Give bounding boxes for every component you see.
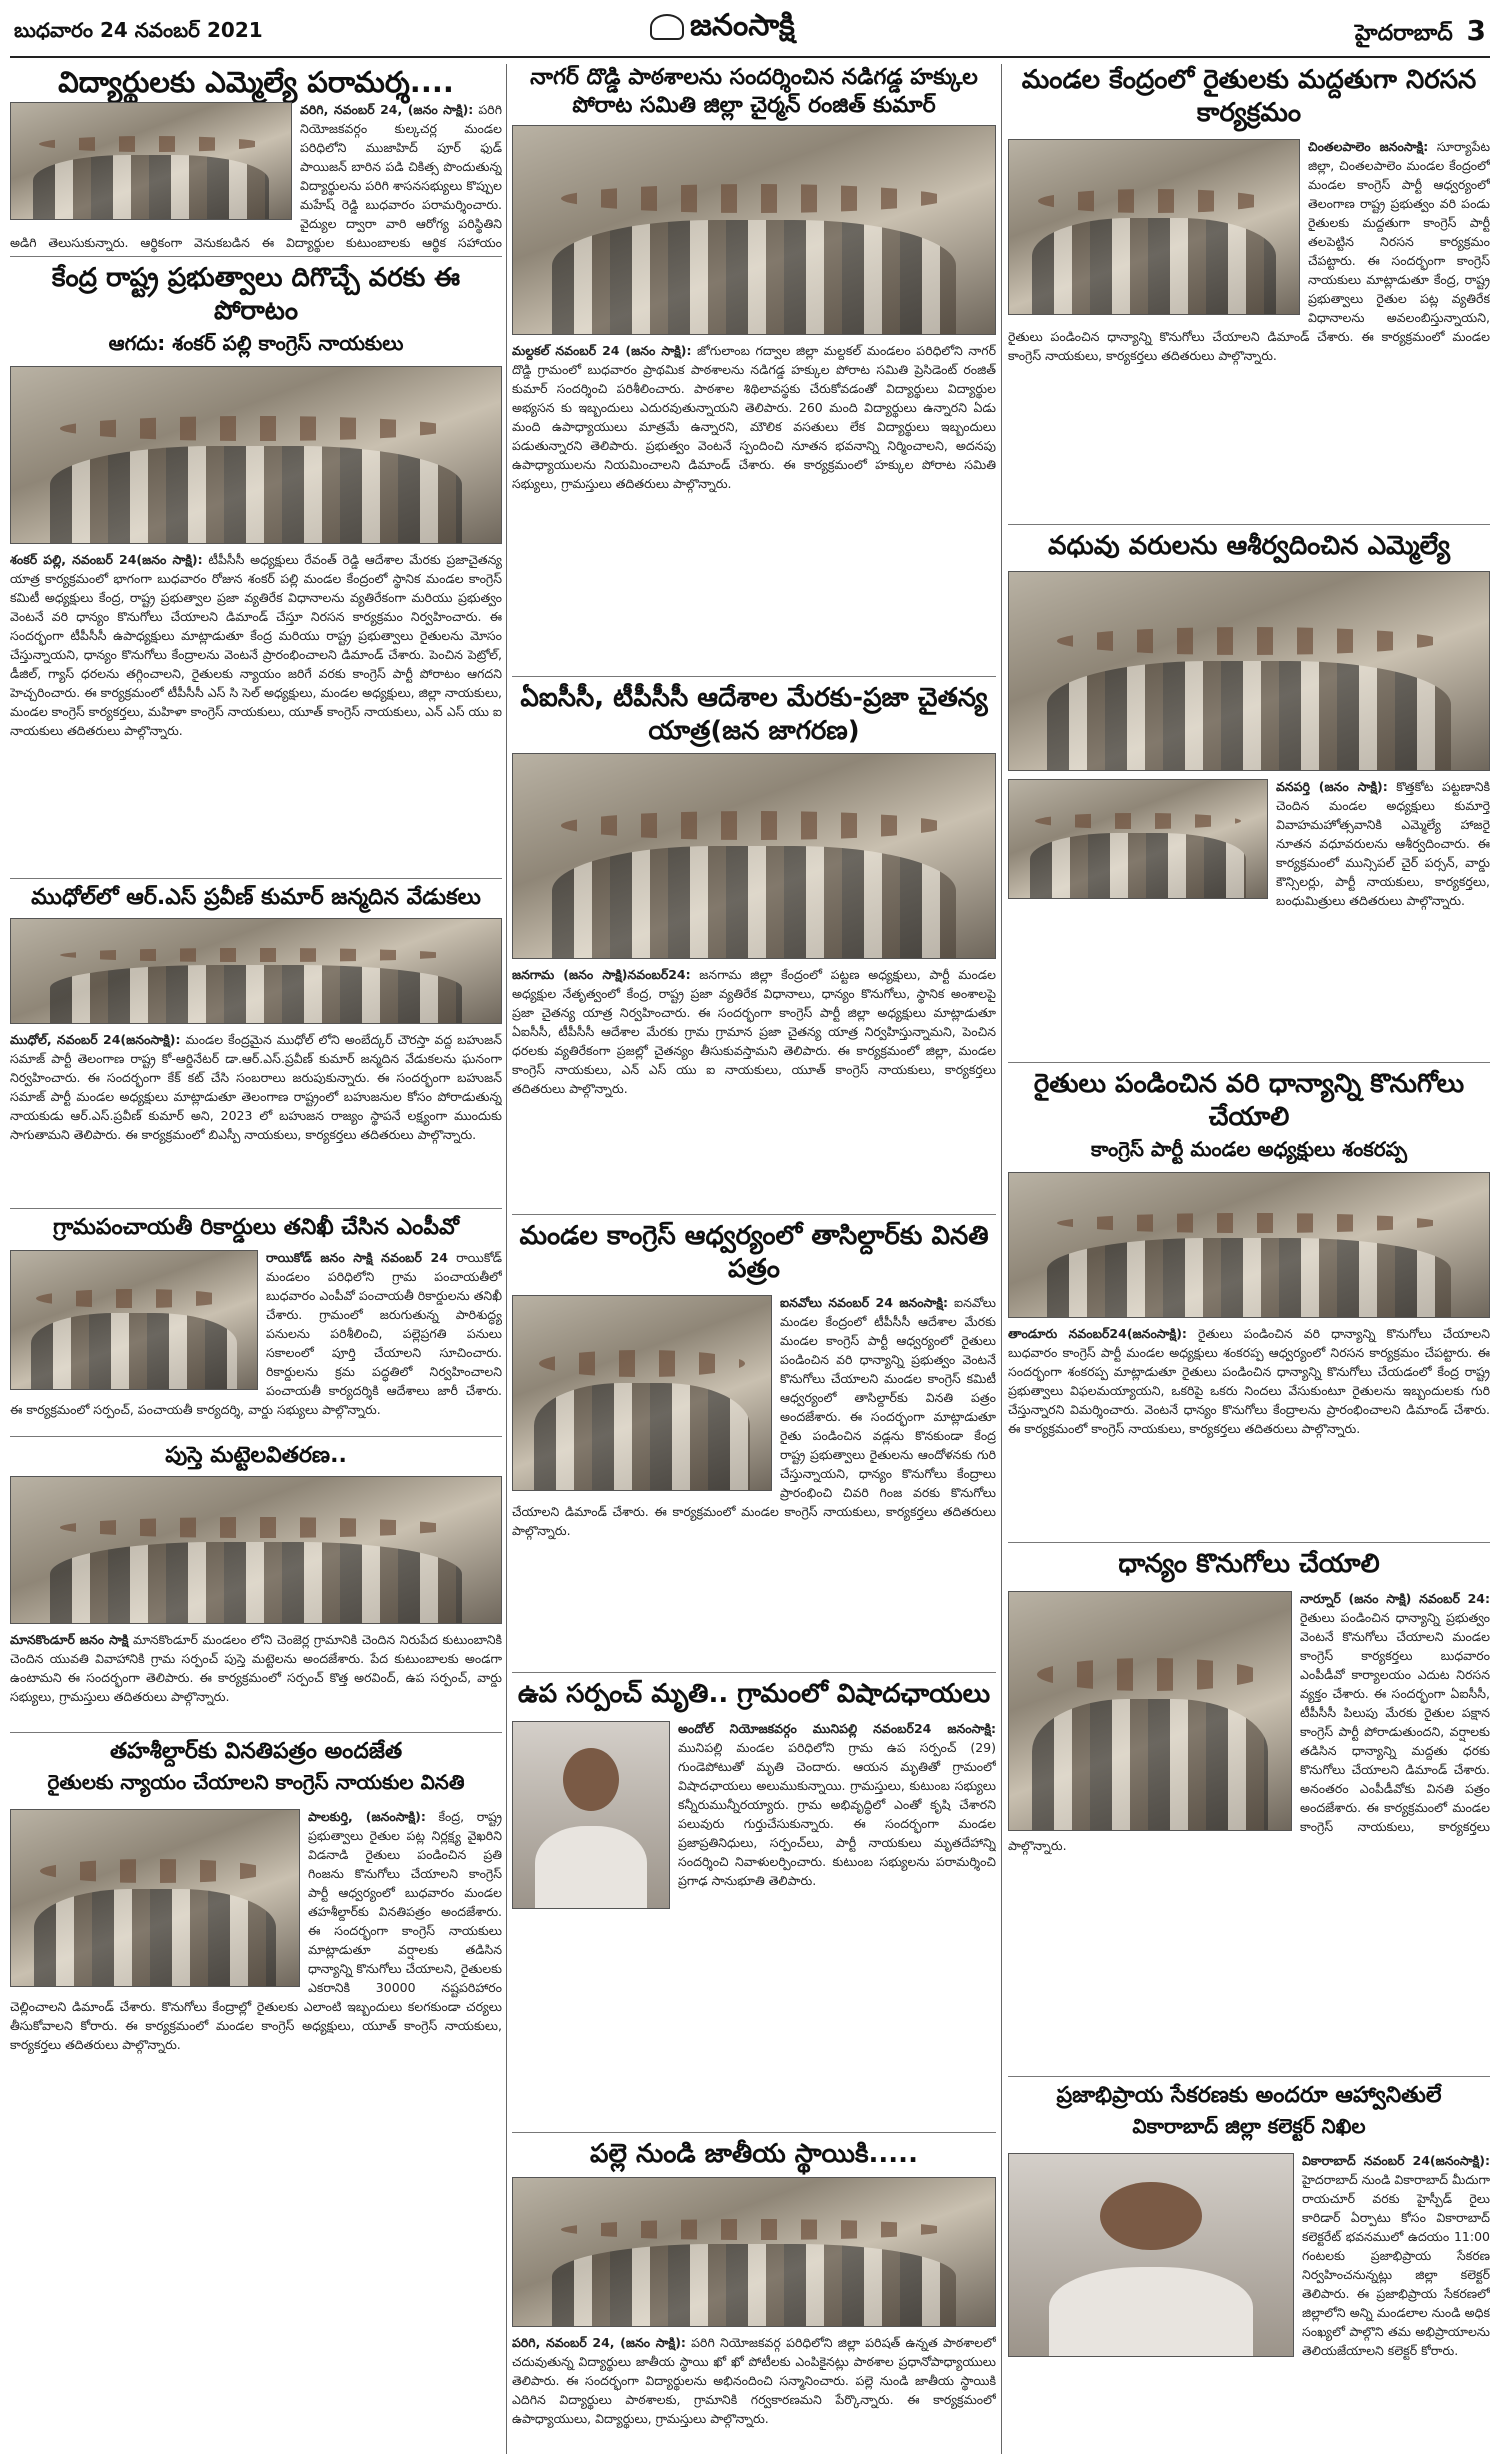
story-divider	[10, 256, 502, 257]
news-story	[512, 2138, 996, 2454]
story-headline: తహశీల్దార్‌కు వినతిపత్రం అందజేత	[109, 1739, 403, 1764]
story-divider	[512, 1672, 996, 1673]
news-story	[10, 1442, 502, 1728]
story-text: మునిపల్లి మండల పరిధిలోని గ్రామ ఉప సర్పంచ్ (29) గుండెపోటుతో మృతి చెందారు. ఆయన మృతితో గ్రామంలో విషాదఛాయలు అలుముకున్నాయి. గ్రామస్తులు, కుటుంబ సభ్యులు కన్నీరుమున్నీరయ్యారు. గ్రామ అభివృద్ధిలో ఎంతో కృషి చేశారని పలువురు గుర్తుచేసుకున్నారు. ఈ సందర్భంగా మండల ప్రజాప్రతినిధులు, సర్పంచ్‌లు, పార్టీ నాయకులు మృతదేహాన్ని సందర్శించి నివాళులర్పించారు. కుటుంబ సభ్యులను పరామర్శించి ప్రగాఢ సానుభూతి తెలిపారు.	[678, 1739, 996, 1888]
news-story	[512, 1678, 996, 2128]
column-divider-2	[1001, 64, 1002, 2454]
issue-date: బుధవారం 24 నవంబర్ 2021	[14, 18, 263, 42]
story-dateline: ముధోల్, నవంబర్ 24(జనంసాక్షి):	[10, 1031, 181, 1047]
story-photo	[1008, 1172, 1490, 1318]
news-story	[10, 1738, 502, 2454]
news-story	[1008, 1548, 1490, 2072]
story-headline: విద్యార్థులకు ఎమ్మెల్యే పరామర్శ....	[58, 65, 454, 99]
news-story	[512, 1220, 996, 1668]
story-body	[512, 341, 996, 493]
story-divider	[10, 878, 502, 879]
news-story	[1008, 1068, 1490, 1538]
story-headline: కేంద్ర రాష్ట్ర ప్రభుత్వాలు దిగొచ్చే వరకు ఈ పోరాటం	[51, 263, 461, 326]
story-text: జనగామ జిల్లా కేంద్రంలో పట్టణ అధ్యక్షులు, పార్టీ మండల అధ్యక్షుల నేతృత్వంలో కేంద్ర, రాష్ట్ర ప్రజా వ్యతిరేక విధానాలు, ధాన్యం కొనుగోలు, స్థానిక అంశాలపై ప్రజా చైతన్య యాత్ర నిర్వహించారు. ఈ సందర్భంగా కాంగ్రెస్ పార్టీ జిల్లా అధ్యక్షులు మాట్లాడుతూ ఏఐసీసీ, టీపీసీసీ ఆదేశాల మేరకు గ్రామ గ్రామాన ప్రజా చైతన్య యాత్ర నిర్వహిస్తున్నామని, పెంచిన ధరలకు వ్యతిరేకంగా ప్రజల్లో చైతన్యం తీసుకువస్తామని తెలిపారు. ఈ కార్యక్రమంలో జిల్లా, మండల కాంగ్రెస్ నాయకులు, ఎన్ ఎస్ యు ఐ నాయకులు, యూత్ కాంగ్రెస్ నాయకులు, కార్యకర్తలు తదితరులు పాల్గొన్నారు.	[512, 967, 996, 1096]
newspaper-title-text: జనంసాక్షి	[690, 8, 795, 43]
story-text: ఐనవోలు మండల కేంద్రంలో టీపీసీసీ ఆదేశాల మేరకు మండల కాంగ్రెస్ పార్టీ ఆధ్వర్యంలో రైతులు పండించిన వరి ధాన్యాన్ని ప్రభుత్వం వెంటనే కొనుగోలు చేయాలని మండల కాంగ్రెస్ కమిటీ ఆధ్వర్యంలో తాసిల్దార్‌కు వినతి పత్రం అందజేశారు. ఈ సందర్భంగా మాట్లాడుతూ రైతు పండించిన వడ్లను కొనకుండా కేంద్ర రాష్ట్ర ప్రభుత్వాలు రైతులను ఆందోళనకు గురి చేస్తున్నాయని, ధాన్యం కొనుగోలు కేంద్రాలు ప్రారంభించి చివరి గింజ వరకు కొనుగోలు చేయాలని డిమాండ్ చేశారు. ఈ కార్యక్రమంలో మండల కాంగ్రెస్ నాయకులు, కార్యకర్తలు తదితరులు పాల్గొన్నారు.	[512, 1295, 996, 1538]
story-divider	[1008, 524, 1490, 525]
story-headline: నాగర్ దొడ్డి పాఠశాలను సందర్శించిన నడిగడ్డ హక్కుల పోరాట సమితి జిల్లా చైర్మన్ రంజిత్ కుమార్	[530, 65, 978, 118]
story-dateline: అందోల్ నియోజకవర్గం మునిపల్లి నవంబర్24 జనంసాక్షి:	[678, 1720, 996, 1736]
story-photo	[10, 366, 502, 544]
story-photo	[512, 125, 996, 335]
story-divider	[10, 1436, 502, 1437]
news-story	[1008, 64, 1490, 520]
story-dateline: పాలకుర్తి, (జనంసాక్షి):	[308, 1808, 426, 1824]
story-body	[1008, 1324, 1490, 1438]
story-text: మండల కేంద్రమైన ముధోల్ లోని అంబేద్కర్ చౌరస్తా వద్ద బహుజన్ సమాజ్ పార్టీ తెలంగాణ రాష్ట్ర కో-ఆర్డినేటర్ డా.ఆర్.ఎస్.ప్రవీణ్ కుమార్ జన్మదిన వేడుకలను ఘనంగా నిర్వహించారు. ఈ సందర్భంగా కేక్ కట్ చేసి సంబరాలు జరుపుకున్నారు. ఈ సందర్భంగా బహుజన్ సమాజ్ పార్టీ మండల అధ్యక్షులు మాట్లాడుతూ తెలంగాణ రాష్ట్రంలో బహుజనుల కోసం పోరాడుతున్న నాయకుడు ఆర్.ఎస్.ప్రవీణ్ కుమార్ అని, 2023 లో బహుజన రాజ్యం స్థాపనే లక్ష్యంగా ముందుకు సాగుతామని తెలిపారు. ఈ కార్యక్రమంలో బిఎస్పీ నాయకులు, కార్యకర్తలు తదితరులు పాల్గొన్నారు.	[10, 1031, 502, 1142]
story-photo-secondary	[1008, 779, 1268, 899]
story-photo	[10, 1476, 502, 1624]
story-headline: ఏఐసీసీ, టీపీసీసీ ఆదేశాల మేరకు-ప్రజా చైతన్య యాత్ర(జన జాగరణ)	[520, 683, 988, 746]
news-story	[10, 262, 502, 874]
story-headline: ముధోల్‌లో ఆర్.ఎస్ ప్రవీణ్ కుమార్ జన్మదిన వేడుకలు	[31, 885, 481, 910]
story-headline: పల్లె నుండి జాతీయ స్థాయికి.....	[590, 2139, 918, 2169]
story-dateline: మల్దకల్ నవంబర్ 24 (జనం సాక్షి):	[512, 343, 692, 358]
story-dateline: వికారాబాద్ నవంబర్ 24(జనంసాక్షి):	[1302, 2152, 1490, 2168]
story-divider	[512, 2132, 996, 2133]
story-body	[512, 965, 996, 1098]
collector-portrait	[1008, 2153, 1294, 2357]
news-story	[1008, 530, 1490, 1058]
story-text: హైదరాబాద్ నుండి వికారాబాద్ మీదుగా రాయచూర్ వరకు హైస్పీడ్ రైలు కారిడార్ ఏర్పాటు కోసం వికారాబాద్ కలెక్టరేట్ భవనములో ఉదయం 11:00 గంటలకు ప్రజాభిప్రాయ సేకరణ నిర్వహించనున్నట్లు జిల్లా కలెక్టర్ తెలిపారు. ఈ ప్రజాభిప్రాయ సేకరణలో జిల్లాలోని అన్ని మండలాల నుండి అధిక సంఖ్యలో పాల్గొని తమ అభిప్రాయాలను తెలియజేయాలని కలెక్టర్ కోరారు.	[1302, 2171, 1490, 2358]
story-photo	[10, 102, 292, 220]
story-subheadline: ఆగదు: శంకర్ పల్లి కాంగ్రెస్ నాయకులు	[108, 331, 404, 355]
story-divider	[10, 1208, 502, 1209]
story-divider	[512, 1214, 996, 1215]
story-divider	[10, 1732, 502, 1733]
story-dateline: నార్నూర్ (జనం సాక్షి) నవంబర్ 24:	[1300, 1590, 1490, 1606]
story-text: రాయికోడ్ మండలం పరిధిలోని గ్రామ పంచాయతీలో బుధవారం ఎంపీవో పంచాయతీ రికార్డులను తనిఖీ చేశారు. గ్రామంలో జరుగుతున్న పారిశుద్ధ్య పనులను పరిశీలించి, పల్లెప్రగతి పనులు సకాలంలో పూర్తి చేయాలని సూచించారు. రికార్డులను క్రమ పద్ధతిలో నిర్వహించాలని పంచాయతీ కార్యదర్శికి ఆదేశాలు జారీ చేశారు. ఈ కార్యక్రమంలో సర్పంచ్, పంచాయతీ కార్యదర్శి, వార్డు సభ్యులు పాల్గొన్నారు.	[10, 1249, 502, 1417]
news-story	[10, 1214, 502, 1432]
story-dateline: వనపర్తి (జనం సాక్షి):	[1276, 778, 1388, 794]
story-body	[10, 1630, 502, 1706]
story-text: టీపీసీసీ అధ్యక్షులు రేవంత్ రెడ్డి ఆదేశాల మేరకు ప్రజాచైతన్య యాత్ర కార్యక్రమంలో భాగంగా బుధవారం రోజున శంకర్ పల్లి మండల కేంద్రంలో స్థానిక మండల కాంగ్రెస్ కమిటీ అధ్యక్షులు కేంద్ర, రాష్ట్ర ప్రభుత్వాల ప్రజా వ్యతిరేక విధానాలను వ్యతిరేకంగా మరియు ప్రభుత్వం వెంటనే వరి ధాన్యం కొనుగోలు చేయాలని డిమాండ్ చేస్తూ నిరసన కార్యక్రమం నిర్వహించారు. ఈ సందర్భంగా టీపీసీసీ ఉపాధ్యక్షులు మాట్లాడుతూ కేంద్ర మరియు రాష్ట్ర ప్రభుత్వాలు రైతులను మోసం చేస్తున్నాయని, ధాన్యం కొనుగోలు కేంద్రాలను వెంటనే ప్రారంభించాలని డిమాండ్ చేశారు. పెంచిన పెట్రోల్, డీజిల్, గ్యాస్ ధరలను తగ్గించాలని, రైతులకు న్యాయం జరిగే వరకు కాంగ్రెస్ పార్టీ పోరాటం ఆగదని హెచ్చరించారు. ఈ కార్యక్రమంలో టీపీసీసీ ఎస్ సి సెల్ అధ్యక్షులు, మండల అధ్యక్షులు, జిల్లా నాయకులు, మండల కాంగ్రెస్ కార్యకర్తలు, మహిళా కాంగ్రెస్ నాయకులు, యూత్ కాంగ్రెస్ నాయకులు, ఎన్ ఎస్ యు ఐ నాయకులు తదితరులు పాల్గొన్నారు.	[10, 552, 502, 738]
column-divider-1	[506, 64, 507, 2454]
story-photo	[512, 1295, 772, 1491]
story-photo	[10, 1250, 258, 1390]
story-headline: ఉప సర్పంచ్ మృతి.. గ్రామంలో విషాదఛాయలు	[517, 1679, 991, 1709]
story-dateline: చింతలపాలెం జనంసాక్షి:	[1308, 139, 1429, 154]
story-photo	[512, 2177, 996, 2327]
edition-info	[1355, 14, 1486, 51]
story-text: మానకొండూర్ మండలం లోని చెంజెర్ల గ్రామానికి చెందిన నిరుపేద కుటుంబానికి చెందిన యువతి వివాహానికి గ్రామ సర్పంచ్ పుస్తె మట్టెలను అందజేశారు. పేద కుటుంబాలకు అండగా ఉంటామని ఈ సందర్భంగా తెలిపారు. ఈ కార్యక్రమంలో సర్పంచ్ కొత్త అరవింద్, ఉప సర్పంచ్, వార్డు సభ్యులు, గ్రామస్తులు తదితరులు పాల్గొన్నారు.	[10, 1631, 502, 1704]
news-story	[10, 64, 502, 254]
story-dateline: రాయికోడ్ జనం సాక్షి నవంబర్ 24	[266, 1249, 448, 1265]
story-photo	[512, 753, 996, 959]
story-photo	[1008, 571, 1490, 771]
story-dateline: పరిగి, నవంబర్ 24, (జనం సాక్షి):	[512, 2334, 686, 2350]
news-story	[512, 64, 996, 672]
story-text: పరిగి నియోజకవర్గ పరిధిలోని జిల్లా పరిషత్ ఉన్నత పాఠశాలలో చదువుతున్న విద్యార్థులు జాతీయ స్థాయి ఖో ఖో పోటీలకు ఎంపికైనట్లు పాఠశాల ప్రధానోపాధ్యాయులు తెలిపారు. ఈ సందర్భంగా విద్యార్థులను అభినందించి సన్మానించారు. పల్లె నుండి జాతీయ స్థాయికి ఎదిగిన విద్యార్థులు పాఠశాలకు, గ్రామానికి గర్వకారణమని పేర్కొన్నారు. ఈ కార్యక్రమంలో ఉపాధ్యాయులు, విద్యార్థులు, గ్రామస్తులు పాల్గొన్నారు.	[512, 2334, 996, 2426]
story-text: రైతులు పండించిన వరి ధాన్యాన్ని కొనుగోలు చేయాలని బుధవారం కాంగ్రెస్ పార్టీ మండల అధ్యక్షులు శంకరప్ప ఆధ్వర్యంలో నిరసన కార్యక్రమం చేపట్టారు. ఈ సందర్భంగా శంకరప్ప మాట్లాడుతూ రైతులు పండించిన ధాన్యాన్ని కొనుగోలు చేయడంలో కేంద్ర రాష్ట్ర ప్రభుత్వాలు విఫలమయ్యాయని, ఒకరిపై ఒకరు నిందలు వేసుకుంటూ రైతులను ఇబ్బందులకు గురి చేస్తున్నారని విమర్శించారు. వెంటనే ధాన్యం కొనుగోలు కేంద్రాలను ప్రారంభించాలని డిమాండ్ చేశారు. ఈ కార్యక్రమంలో కాంగ్రెస్ నాయకులు, కార్యకర్తలు తదితరులు పాల్గొన్నారు.	[1008, 1326, 1490, 1436]
story-dateline: జనగామ (జనం సాక్షి)నవంబర్24:	[512, 967, 691, 982]
story-dateline: తాండూరు నవంబర్24(జనంసాక్షి):	[1008, 1326, 1187, 1341]
deceased-portrait	[512, 1721, 670, 1909]
story-photo	[1008, 139, 1300, 315]
story-dateline: మానకొండూర్ జనం సాక్షి	[10, 1631, 129, 1647]
story-headline: రైతులు పండించిన వరి ధాన్యాన్ని కొనుగోలు చేయాలి	[1033, 1069, 1465, 1132]
story-divider	[1008, 1062, 1490, 1063]
story-text: కొత్తకోట పట్టణానికి చెందిన మండల అధ్యక్షులు కుమార్తె వివాహమహోత్సవానికి ఎమ్మెల్యే హాజరై నూతన వధూవరులను ఆశీర్వదించారు. ఈ కార్యక్రమంలో మున్సిపల్ చైర్ పర్సన్, వార్డు కౌన్సిలర్లు, పార్టీ నాయకులు, కార్యకర్తలు, బంధుమిత్రులు తదితరులు పాల్గొన్నారు.	[1276, 778, 1490, 908]
news-story	[512, 682, 996, 1210]
story-body	[10, 550, 502, 740]
story-dateline: శంకర్ పల్లి, నవంబర్ 24(జనం సాక్షి):	[10, 552, 203, 567]
story-dateline: వరిగి, నవంబర్ 24, (జనం సాక్షి):	[300, 102, 474, 118]
story-text: కేంద్ర, రాష్ట్ర ప్రభుత్వాలు రైతుల పట్ల నిర్లక్ష్య వైఖరిని విడనాడి రైతులు పండించిన ప్రతి గింజను కొనుగోలు చేయాలని కాంగ్రెస్ పార్టీ ఆధ్వర్యంలో బుధవారం మండల తహశీల్దార్‌కు వినతిపత్రం అందజేశారు. ఈ సందర్భంగా కాంగ్రెస్ నాయకులు మాట్లాడుతూ వర్షాలకు తడిసిన ధాన్యాన్ని కొనుగోలు చేయాలని, రైతులకు ఎకరానికి 30000 నష్టపరిహారం చెల్లించాలని డిమాండ్ చేశారు. కొనుగోలు కేంద్రాల్లో రైతులకు ఎలాంటి ఇబ్బందులు కలగకుండా చర్యలు తీసుకోవాలని కోరారు. ఈ కార్యక్రమంలో మండల కాంగ్రెస్ అధ్యక్షులు, యూత్ కాంగ్రెస్ నాయకులు, కార్యకర్తలు తదితరులు పాల్గొన్నారు.	[10, 1808, 502, 2052]
story-divider	[512, 676, 996, 677]
story-body	[10, 1030, 502, 1144]
story-divider	[1008, 2076, 1490, 2077]
story-headline: గ్రామపంచాయతీ రికార్డులు తనిఖీ చేసిన ఎంపీవో	[53, 1215, 459, 1240]
story-headline: మండల కాంగ్రెస్ ఆధ్వర్యంలో తాసిల్దార్‌కు వినతి పత్రం	[519, 1221, 989, 1284]
story-body	[512, 2333, 996, 2428]
story-text: సూర్యాపేట జిల్లా, చింతలపాలెం మండల కేంద్రంలో మండల కాంగ్రెస్ పార్టీ ఆధ్వర్యంలో తెలంగాణ రాష్ట్ర ప్రభుత్వం వరి పండు రైతులకు మద్దతుగా కాంగ్రెస్ పార్టీ తలపెట్టిన నిరసన కార్యక్రమం చేపట్టారు. ఈ సందర్భంగా కాంగ్రెస్ నాయకులు మాట్లాడుతూ కేంద్ర, రాష్ట్ర ప్రభుత్వాలు రైతుల పట్ల వ్యతిరేక విధానాలను అవలంబిస్తున్నాయని, రైతులు పండించిన ధాన్యాన్ని కొనుగోలు చేయాలని డిమాండ్ చేశారు. ఈ కార్యక్రమంలో మండల కాంగ్రెస్ నాయకులు, కార్యకర్తలు తదితరులు పాల్గొన్నారు.	[1008, 139, 1490, 363]
news-story	[10, 884, 502, 1204]
story-subheadline: కాంగ్రెస్ పార్టీ మండల అధ్యక్షులు శంకరప్ప	[1090, 1137, 1408, 1161]
news-story	[1008, 2082, 1490, 2454]
story-text: పరిగి నియోజకవర్గం కుల్కచర్ల మండల పరిధిలోని ముజాహిద్ పూర్ ఫుడ్ పాయిజన్ బారిన పడి చికిత్స పొందుతున్న విద్యార్థులను పరిగి శాసనసభ్యులు కొప్పుల మహేష్ రెడ్డి బుధవారం పరామర్శించారు. వైద్యుల ద్వారా వారి ఆరోగ్య పరిస్థితిని అడిగి తెలుసుకున్నారు. ఆర్థికంగా వెనుకబడిన ఈ విద్యార్థుల కుటుంబాలకు ఆర్థిక సహాయం	[10, 102, 502, 251]
story-subheadline: రైతులకు న్యాయం చేయాలని కాంగ్రెస్ నాయకుల వినతి	[47, 1769, 465, 1794]
story-headline: వధువు వరులను ఆశీర్వదించిన ఎమ్మెల్యే	[1047, 531, 1451, 561]
masthead	[10, 0, 1490, 58]
page-number: 3	[1466, 14, 1486, 47]
story-divider	[1008, 1542, 1490, 1543]
story-text: రైతులు పండించిన ధాన్యాన్ని ప్రభుత్వం వెంటనే కొనుగోలు చేయాలని మండల కాంగ్రెస్ కార్యకర్తలు బుధవారం ఎంపీడీవో కార్యాలయం ఎదుట నిరసన వ్యక్తం చేశారు. ఈ సందర్భంగా ఏఐసీసీ, టీపీసీసీ పిలుపు మేరకు రైతుల పక్షాన కాంగ్రెస్ పార్టీ పోరాడుతుందని, వర్షాలకు తడిసిన ధాన్యాన్ని మద్దతు ధరకు కొనుగోలు చేయాలని డిమాండ్ చేశారు. అనంతరం ఎంపీడీవోకు వినతి పత్రం అందజేశారు. ఈ కార్యక్రమంలో మండల కాంగ్రెస్ నాయకులు, కార్యకర్తలు పాల్గొన్నారు.	[1008, 1609, 1490, 1853]
story-photo	[10, 1809, 300, 1987]
story-photo	[1008, 1591, 1292, 1831]
story-dateline: ఐనవోలు నవంబర్ 24 జనంసాక్షి:	[780, 1295, 949, 1310]
story-photo	[10, 918, 502, 1024]
story-headline: పుస్తె మట్టెలవితరణ..	[165, 1443, 347, 1468]
story-headline: ధాన్యం కొనుగోలు చేయాలి	[1118, 1549, 1380, 1579]
newspaper-logo-icon	[650, 14, 684, 40]
newspaper-title	[650, 8, 795, 50]
story-text: జోగులాంబ గద్వాల జిల్లా మల్దకల్ మండలం పరిధిలోని నాగర్ దొడ్డి గ్రామంలో బుధవారం ప్రాథమిక పాఠశాలను నడిగడ్డ హక్కుల పోరాట సమితి ప్రెసిడెంట్ రంజిత్ కుమార్ సందర్శించి పరిశీలించారు. పాఠశాల శిథిలావస్థకు చేరుకోవడంతో విద్యార్థులు విద్యార్థుల అభ్యసన కు ఇబ్బందులు ఎదురవుతున్నాయని తెలిపారు. 260 మంది విద్యార్థులు ఉన్నారని ఏడు మంది ఉపాధ్యాయులు మాత్రమే ఉన్నారని, మౌలిక వసతులు లేక విద్యార్థులు ఇబ్బందులు పడుతున్నారని తెలిపారు. ప్రభుత్వం వెంటనే స్పందించి నూతన భవనాన్ని నిర్మించాలని, అదనపు ఉపాధ్యాయులను నియమించాలని డిమాండ్ చేశారు. ఈ కార్యక్రమంలో హక్కుల పోరాట సమితి సభ్యులు, గ్రామస్తులు తదితరులు పాల్గొన్నారు.	[512, 343, 996, 491]
story-headline: ప్రజాభిప్రాయ సేకరణకు అందరూ ఆహ్వానితులే	[1056, 2083, 1442, 2108]
edition-city: హైదరాబాద్	[1354, 21, 1453, 46]
story-subheadline: వికారాబాద్ జిల్లా కలెక్టర్ నిఖిల	[1132, 2113, 1366, 2138]
story-headline: మండల కేంద్రంలో రైతులకు మద్దతుగా నిరసన కార్యక్రమం	[1021, 65, 1477, 128]
